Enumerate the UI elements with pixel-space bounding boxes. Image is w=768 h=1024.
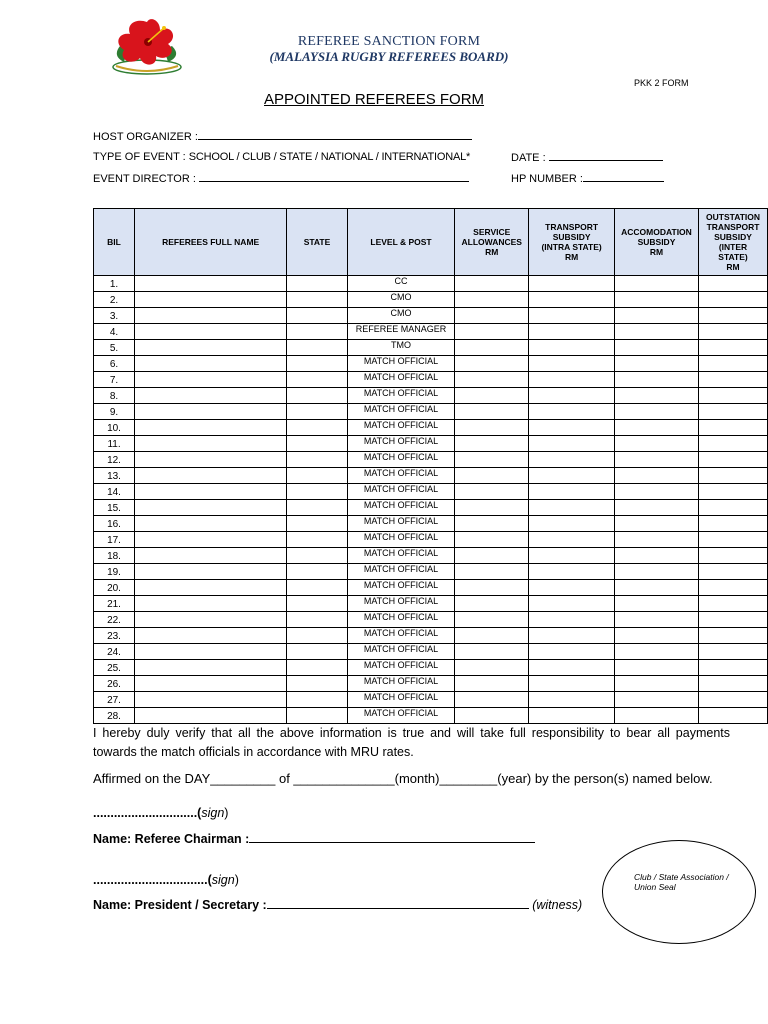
state-cell[interactable]	[287, 340, 348, 356]
transport-cell[interactable]	[529, 404, 615, 420]
level-cell: REFEREE MANAGER	[347, 324, 454, 340]
name-cell[interactable]	[135, 356, 287, 372]
transport-cell[interactable]	[529, 308, 615, 324]
transport-cell[interactable]	[529, 436, 615, 452]
service-cell[interactable]	[455, 388, 529, 404]
row-number: 15.	[94, 500, 135, 516]
president-label: Name: President / Secretary :	[93, 898, 267, 912]
outstation-cell[interactable]	[699, 388, 768, 404]
table-row	[94, 308, 768, 324]
accomodation-cell[interactable]	[614, 676, 698, 692]
form-title: REFEREE SANCTION FORM	[297, 34, 481, 49]
table-row	[94, 276, 768, 292]
host-organizer-label: HOST ORGANIZER :	[93, 131, 198, 143]
transport-cell[interactable]	[529, 596, 615, 612]
state-cell[interactable]	[287, 452, 348, 468]
service-cell[interactable]	[455, 548, 529, 564]
table-row	[94, 468, 768, 484]
accomodation-cell[interactable]	[614, 596, 698, 612]
table-header-row	[94, 209, 768, 276]
service-cell[interactable]	[455, 612, 529, 628]
table-row	[94, 484, 768, 500]
level-cell: MATCH OFFICIAL	[347, 356, 454, 372]
transport-cell[interactable]	[529, 532, 615, 548]
state-cell[interactable]	[287, 388, 348, 404]
transport-cell[interactable]	[529, 612, 615, 628]
table-row	[94, 580, 768, 596]
verification-statement: I hereby duly verify that all the above information is true and will take full responsibility to bear all payments towards the match officials in accordance with MRU rates.	[93, 726, 730, 759]
table-row	[94, 356, 768, 372]
level-cell: MATCH OFFICIAL	[347, 644, 454, 660]
transport-cell[interactable]	[529, 468, 615, 484]
chairman-label: Name: Referee Chairman :	[93, 832, 250, 846]
name-cell[interactable]	[135, 276, 287, 292]
row-number: 4.	[94, 324, 135, 340]
outstation-cell[interactable]	[699, 644, 768, 660]
accomodation-cell[interactable]	[614, 420, 698, 436]
level-cell: MATCH OFFICIAL	[347, 404, 454, 420]
row-number: 21.	[94, 596, 135, 612]
col-state: STATE	[287, 209, 348, 276]
accomodation-cell[interactable]	[614, 372, 698, 388]
name-cell[interactable]	[135, 596, 287, 612]
row-number: 5.	[94, 340, 135, 356]
level-cell: MATCH OFFICIAL	[347, 676, 454, 692]
outstation-cell[interactable]	[699, 580, 768, 596]
accomodation-cell[interactable]	[614, 340, 698, 356]
accomodation-cell[interactable]	[614, 404, 698, 420]
type-of-event-label: TYPE OF EVENT :	[93, 151, 186, 163]
col-accomodation: ACCOMODATION SUBSIDY RM	[614, 209, 698, 276]
row-number: 22.	[94, 612, 135, 628]
name-cell[interactable]	[135, 372, 287, 388]
transport-cell[interactable]	[529, 340, 615, 356]
outstation-cell[interactable]	[699, 340, 768, 356]
level-cell: MATCH OFFICIAL	[347, 548, 454, 564]
name-cell[interactable]	[135, 340, 287, 356]
row-number: 17.	[94, 532, 135, 548]
transport-cell[interactable]	[529, 564, 615, 580]
service-cell[interactable]	[455, 356, 529, 372]
event-options: SCHOOL / CLUB / STATE / NATIONAL / INTERNATIONAL*	[188, 151, 471, 163]
outstation-cell[interactable]	[699, 660, 768, 676]
level-cell: MATCH OFFICIAL	[347, 388, 454, 404]
accomodation-cell[interactable]	[614, 468, 698, 484]
name-cell[interactable]	[135, 292, 287, 308]
state-cell[interactable]	[287, 660, 348, 676]
service-cell[interactable]	[455, 644, 529, 660]
col-outstation: OUTSTATION TRANSPORT SUBSIDY (INTER STATE) RM	[699, 209, 768, 276]
level-cell: MATCH OFFICIAL	[347, 436, 454, 452]
level-cell: MATCH OFFICIAL	[347, 596, 454, 612]
outstation-cell[interactable]	[699, 500, 768, 516]
date-label: DATE :	[511, 152, 546, 164]
state-cell[interactable]	[287, 516, 348, 532]
seal-caption: Club / State Association / Union Seal	[634, 872, 729, 892]
table-row	[94, 660, 768, 676]
name-cell[interactable]	[135, 644, 287, 660]
row-number: 16.	[94, 516, 135, 532]
state-cell[interactable]	[287, 484, 348, 500]
row-number: 10.	[94, 420, 135, 436]
level-cell: MATCH OFFICIAL	[347, 692, 454, 708]
president-name-blank[interactable]	[267, 897, 529, 909]
level-cell: MATCH OFFICIAL	[347, 468, 454, 484]
transport-cell[interactable]	[529, 516, 615, 532]
row-number: 9.	[94, 404, 135, 420]
transport-cell[interactable]	[529, 324, 615, 340]
row-number: 12.	[94, 452, 135, 468]
name-cell[interactable]	[135, 484, 287, 500]
level-cell: MATCH OFFICIAL	[347, 708, 454, 724]
row-number: 7.	[94, 372, 135, 388]
table-row	[94, 420, 768, 436]
row-number: 3.	[94, 308, 135, 324]
outstation-cell[interactable]	[699, 324, 768, 340]
row-number: 13.	[94, 468, 135, 484]
accomodation-cell[interactable]	[614, 644, 698, 660]
row-number: 20.	[94, 580, 135, 596]
name-cell[interactable]	[135, 692, 287, 708]
accomodation-cell[interactable]	[614, 660, 698, 676]
col-level: LEVEL & POST	[347, 209, 454, 276]
table-row	[94, 692, 768, 708]
transport-cell[interactable]	[529, 548, 615, 564]
state-cell[interactable]	[287, 548, 348, 564]
state-cell[interactable]	[287, 372, 348, 388]
accomodation-cell[interactable]	[614, 276, 698, 292]
sign-label: sign	[211, 873, 235, 887]
accomodation-cell[interactable]	[614, 452, 698, 468]
outstation-cell[interactable]	[699, 564, 768, 580]
name-cell[interactable]	[135, 388, 287, 404]
name-cell[interactable]	[135, 676, 287, 692]
col-name: REFEREES FULL NAME	[135, 209, 287, 276]
transport-cell[interactable]	[529, 628, 615, 644]
service-cell[interactable]	[455, 532, 529, 548]
name-cell[interactable]	[135, 308, 287, 324]
outstation-cell[interactable]	[699, 292, 768, 308]
outstation-cell[interactable]	[699, 276, 768, 292]
transport-cell[interactable]	[529, 372, 615, 388]
service-cell[interactable]	[455, 692, 529, 708]
name-cell[interactable]	[135, 468, 287, 484]
accomodation-cell[interactable]	[614, 484, 698, 500]
level-cell: MATCH OFFICIAL	[347, 500, 454, 516]
transport-cell[interactable]	[529, 484, 615, 500]
service-cell[interactable]	[455, 580, 529, 596]
outstation-cell[interactable]	[699, 436, 768, 452]
table-row	[94, 452, 768, 468]
service-cell[interactable]	[455, 484, 529, 500]
outstation-cell[interactable]	[699, 548, 768, 564]
outstation-cell[interactable]	[699, 452, 768, 468]
union-seal-area[interactable]	[602, 840, 756, 944]
transport-cell[interactable]	[529, 292, 615, 308]
accomodation-cell[interactable]	[614, 436, 698, 452]
service-cell[interactable]	[455, 308, 529, 324]
referees-table	[93, 208, 768, 724]
outstation-cell[interactable]	[699, 628, 768, 644]
outstation-cell[interactable]	[699, 532, 768, 548]
service-cell[interactable]	[455, 708, 529, 724]
chairman-name-field[interactable]	[93, 831, 535, 846]
form-code: PKK 2 FORM	[634, 78, 689, 88]
row-number: 26.	[94, 676, 135, 692]
chairman-signature-line[interactable]: ..............................(sign)	[93, 806, 229, 820]
accomodation-cell[interactable]	[614, 516, 698, 532]
name-cell[interactable]	[135, 548, 287, 564]
col-bil: BIL	[94, 209, 135, 276]
transport-cell[interactable]	[529, 660, 615, 676]
service-cell[interactable]	[455, 500, 529, 516]
transport-cell[interactable]	[529, 388, 615, 404]
outstation-cell[interactable]	[699, 484, 768, 500]
witness-label: (witness)	[532, 898, 583, 912]
row-number: 27.	[94, 692, 135, 708]
accomodation-cell[interactable]	[614, 708, 698, 724]
name-cell[interactable]	[135, 628, 287, 644]
level-cell: MATCH OFFICIAL	[347, 532, 454, 548]
table-row	[94, 500, 768, 516]
state-cell[interactable]	[287, 276, 348, 292]
row-number: 1.	[94, 276, 135, 292]
accomodation-cell[interactable]	[614, 308, 698, 324]
state-cell[interactable]	[287, 644, 348, 660]
accomodation-cell[interactable]	[614, 548, 698, 564]
table-row	[94, 548, 768, 564]
name-cell[interactable]	[135, 612, 287, 628]
accomodation-cell[interactable]	[614, 500, 698, 516]
service-cell[interactable]	[455, 340, 529, 356]
level-cell: MATCH OFFICIAL	[347, 372, 454, 388]
state-cell[interactable]	[287, 628, 348, 644]
state-cell[interactable]	[287, 404, 348, 420]
table-row	[94, 708, 768, 724]
outstation-cell[interactable]	[699, 404, 768, 420]
state-cell[interactable]	[287, 708, 348, 724]
outstation-cell[interactable]	[699, 516, 768, 532]
table-body	[94, 276, 768, 724]
president-signature-line[interactable]: .................................(sign)	[93, 873, 239, 887]
level-cell: MATCH OFFICIAL	[347, 628, 454, 644]
level-cell: MATCH OFFICIAL	[347, 660, 454, 676]
service-cell[interactable]	[455, 452, 529, 468]
outstation-cell[interactable]	[699, 356, 768, 372]
level-cell: CMO	[347, 308, 454, 324]
transport-cell[interactable]	[529, 420, 615, 436]
level-cell: TMO	[347, 340, 454, 356]
event-director-label: EVENT DIRECTOR :	[93, 173, 196, 185]
level-cell: MATCH OFFICIAL	[347, 484, 454, 500]
transport-cell[interactable]	[529, 692, 615, 708]
accomodation-cell[interactable]	[614, 564, 698, 580]
table-row	[94, 404, 768, 420]
service-cell[interactable]	[455, 628, 529, 644]
affirmation-line[interactable]: Affirmed on the DAY_________ of ______________(month)________(year) by the person(s) named below.	[93, 771, 713, 786]
service-cell[interactable]	[455, 292, 529, 308]
state-cell[interactable]	[287, 676, 348, 692]
table-row	[94, 676, 768, 692]
name-cell[interactable]	[135, 660, 287, 676]
row-number: 28.	[94, 708, 135, 724]
page-title: APPOINTED REFEREES FORM	[264, 91, 485, 108]
name-cell[interactable]	[135, 452, 287, 468]
level-cell: MATCH OFFICIAL	[347, 612, 454, 628]
level-cell: MATCH OFFICIAL	[347, 564, 454, 580]
name-cell[interactable]	[135, 532, 287, 548]
transport-cell[interactable]	[529, 676, 615, 692]
outstation-cell[interactable]	[699, 692, 768, 708]
outstation-cell[interactable]	[699, 612, 768, 628]
row-number: 19.	[94, 564, 135, 580]
accomodation-cell[interactable]	[614, 628, 698, 644]
outstation-cell[interactable]	[699, 420, 768, 436]
level-cell: MATCH OFFICIAL	[347, 452, 454, 468]
outstation-cell[interactable]	[699, 468, 768, 484]
level-cell: MATCH OFFICIAL	[347, 420, 454, 436]
name-cell[interactable]	[135, 708, 287, 724]
name-cell[interactable]	[135, 500, 287, 516]
outstation-cell[interactable]	[699, 372, 768, 388]
president-name-field[interactable]	[93, 897, 582, 912]
hp-number-label: HP NUMBER :	[511, 173, 583, 185]
transport-cell[interactable]	[529, 580, 615, 596]
state-cell[interactable]	[287, 564, 348, 580]
service-cell[interactable]	[455, 676, 529, 692]
state-cell[interactable]	[287, 420, 348, 436]
transport-cell[interactable]	[529, 356, 615, 372]
table-row	[94, 596, 768, 612]
name-cell[interactable]	[135, 420, 287, 436]
service-cell[interactable]	[455, 596, 529, 612]
accomodation-cell[interactable]	[614, 388, 698, 404]
state-cell[interactable]	[287, 308, 348, 324]
col-transport: TRANSPORT SUBSIDY (INTRA STATE) RM	[529, 209, 615, 276]
table-row	[94, 292, 768, 308]
row-number: 24.	[94, 644, 135, 660]
level-cell: CMO	[347, 292, 454, 308]
sign-label: sign	[201, 806, 225, 820]
accomodation-cell[interactable]	[614, 692, 698, 708]
state-cell[interactable]	[287, 532, 348, 548]
level-cell: MATCH OFFICIAL	[347, 516, 454, 532]
accomodation-cell[interactable]	[614, 532, 698, 548]
table-row	[94, 532, 768, 548]
level-cell: CC	[347, 276, 454, 292]
accomodation-cell[interactable]	[614, 612, 698, 628]
table-row	[94, 564, 768, 580]
row-number: 2.	[94, 292, 135, 308]
accomodation-cell[interactable]	[614, 580, 698, 596]
transport-cell[interactable]	[529, 500, 615, 516]
row-number: 8.	[94, 388, 135, 404]
accomodation-cell[interactable]	[614, 324, 698, 340]
table-row	[94, 340, 768, 356]
name-cell[interactable]	[135, 436, 287, 452]
state-cell[interactable]	[287, 612, 348, 628]
state-cell[interactable]	[287, 436, 348, 452]
state-cell[interactable]	[287, 692, 348, 708]
service-cell[interactable]	[455, 276, 529, 292]
name-cell[interactable]	[135, 564, 287, 580]
state-cell[interactable]	[287, 292, 348, 308]
row-number: 23.	[94, 628, 135, 644]
table-row	[94, 644, 768, 660]
table-row	[94, 516, 768, 532]
state-cell[interactable]	[287, 596, 348, 612]
name-cell[interactable]	[135, 516, 287, 532]
name-cell[interactable]	[135, 580, 287, 596]
outstation-cell[interactable]	[699, 676, 768, 692]
row-number: 11.	[94, 436, 135, 452]
service-cell[interactable]	[455, 372, 529, 388]
form-subtitle: (MALAYSIA RUGBY REFEREES BOARD)	[269, 49, 509, 64]
service-cell[interactable]	[455, 324, 529, 340]
service-cell[interactable]	[455, 564, 529, 580]
row-number: 14.	[94, 484, 135, 500]
row-number: 25.	[94, 660, 135, 676]
table-row	[94, 612, 768, 628]
name-cell[interactable]	[135, 404, 287, 420]
service-cell[interactable]	[455, 660, 529, 676]
accomodation-cell[interactable]	[614, 292, 698, 308]
transport-cell[interactable]	[529, 452, 615, 468]
level-cell: MATCH OFFICIAL	[347, 580, 454, 596]
service-cell[interactable]	[455, 468, 529, 484]
outstation-cell[interactable]	[699, 596, 768, 612]
row-number: 6.	[94, 356, 135, 372]
transport-cell[interactable]	[529, 276, 615, 292]
table-row	[94, 436, 768, 452]
state-cell[interactable]	[287, 356, 348, 372]
name-cell[interactable]	[135, 324, 287, 340]
table-row	[94, 388, 768, 404]
chairman-name-blank[interactable]	[249, 831, 535, 843]
transport-cell[interactable]	[529, 708, 615, 724]
accomodation-cell[interactable]	[614, 356, 698, 372]
state-cell[interactable]	[287, 580, 348, 596]
table-row	[94, 324, 768, 340]
state-cell[interactable]	[287, 324, 348, 340]
service-cell[interactable]	[455, 436, 529, 452]
state-cell[interactable]	[287, 500, 348, 516]
outstation-cell[interactable]	[699, 308, 768, 324]
col-service: SERVICE ALLOWANCES RM	[455, 209, 529, 276]
service-cell[interactable]	[455, 516, 529, 532]
table-row	[94, 372, 768, 388]
state-cell[interactable]	[287, 468, 348, 484]
row-number: 18.	[94, 548, 135, 564]
service-cell[interactable]	[455, 404, 529, 420]
service-cell[interactable]	[455, 420, 529, 436]
transport-cell[interactable]	[529, 644, 615, 660]
table-row	[94, 628, 768, 644]
outstation-cell[interactable]	[699, 708, 768, 724]
